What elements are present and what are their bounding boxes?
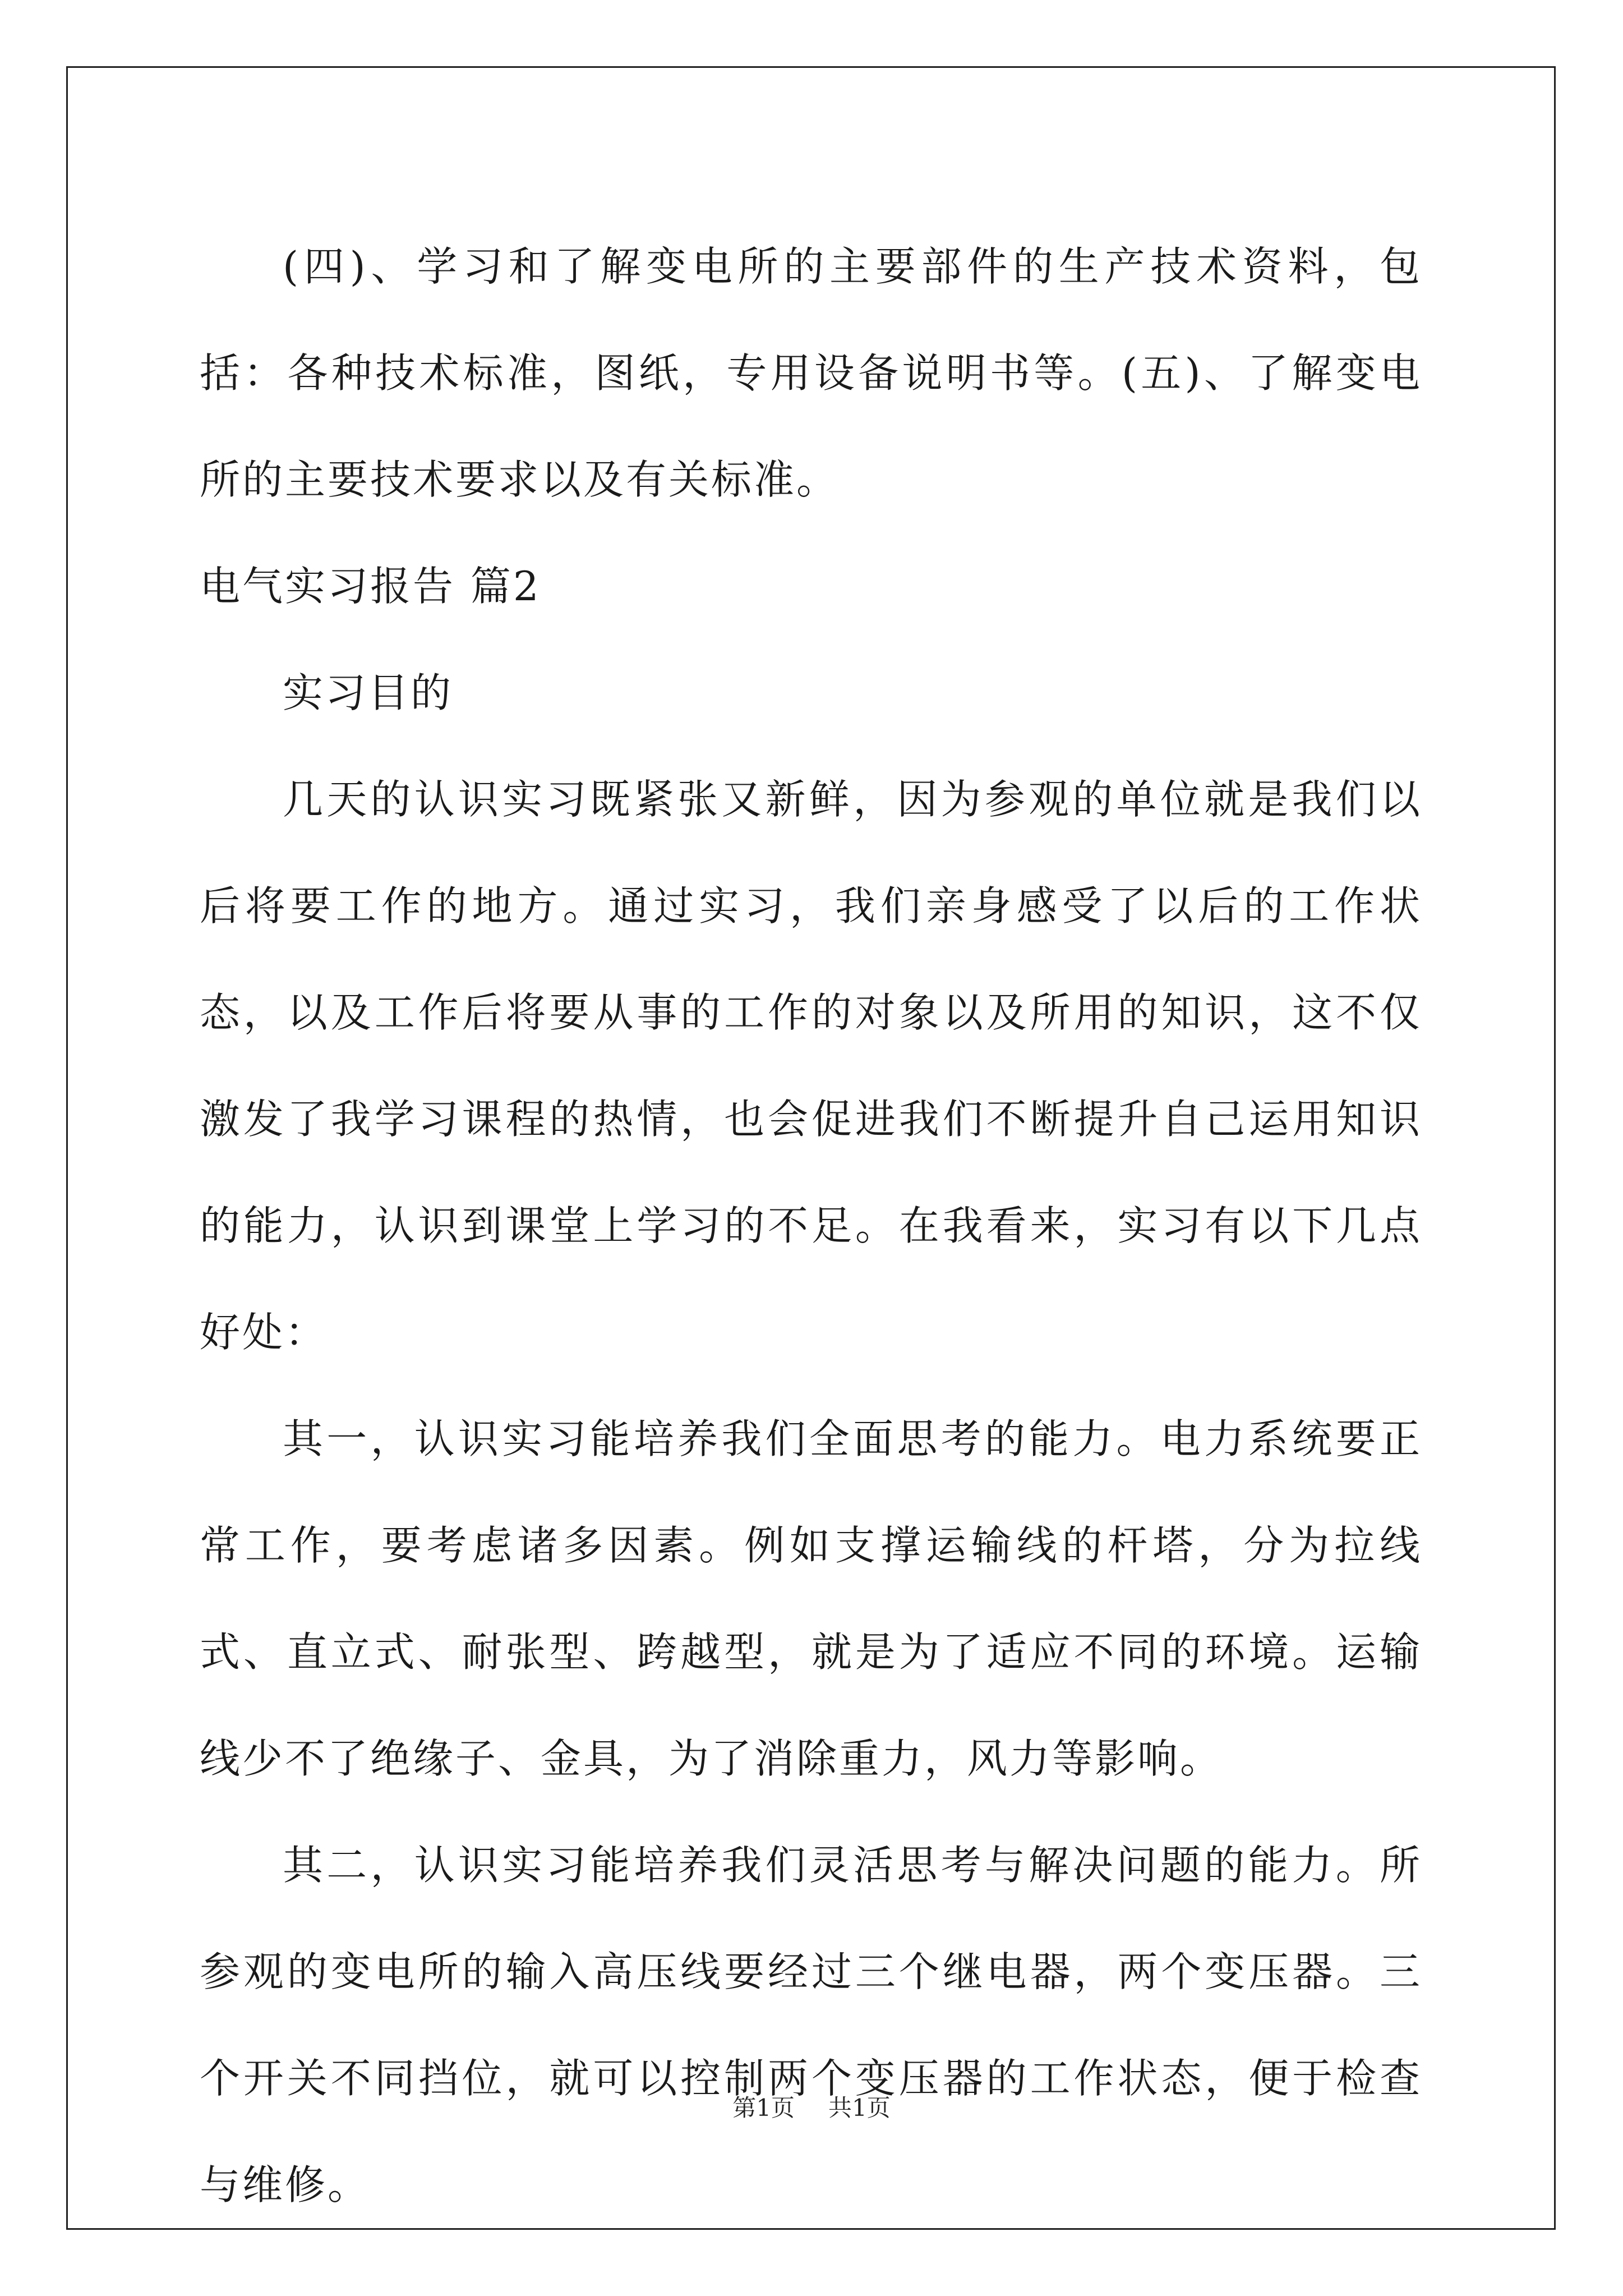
document-body [200,213,1422,2238]
paragraph-purpose-title: 实习目的 [283,669,454,716]
section-heading: 电气实习报告 篇2 [200,563,541,610]
paragraph-tech-materials: (四)、学习和了解变电所的主要部件的生产技术资料，包括：各种技术标准，图纸，专用设备说明书等。(五)、了解变电所的主要技术要求以及有关标准。 [200,243,1422,503]
page-footer [0,2091,1623,2125]
paragraph-point-two: 其二，认识实习能培养我们灵活思考与解决问题的能力。所参观的变电所的输入高压线要经过三个继电器，两个变压器。三个开关不同挡位，就可以控制两个变压器的工作状态，便于检查与维修。 [200,1842,1422,2208]
paragraph-intro: 几天的认识实习既紧张又新鲜，因为参观的单位就是我们以后将要工作的地方。通过实习，我们亲身感受了以后的工作状态，以及工作后将要从事的工作的对象以及所用的知识，这不仅激发了我学习课程的热情，也会促进我们不断提升自己运用知识的能力，认识到课堂上学习的不足。在我看来，实习有以下几点好处： [200,776,1422,1356]
page-number-current: 第1页 [732,2094,795,2122]
page-number-total: 共1页 [828,2094,891,2122]
paragraph-point-one: 其一，认识实习能培养我们全面思考的能力。电力系统要正常工作，要考虑诸多因素。例如支撑运输线的杆塔，分为拉线式、直立式、耐张型、跨越型，就是为了适应不同的环境。运输线少不了绝缘子、金具，为了消除重力，风力等影响。 [200,1415,1422,1782]
